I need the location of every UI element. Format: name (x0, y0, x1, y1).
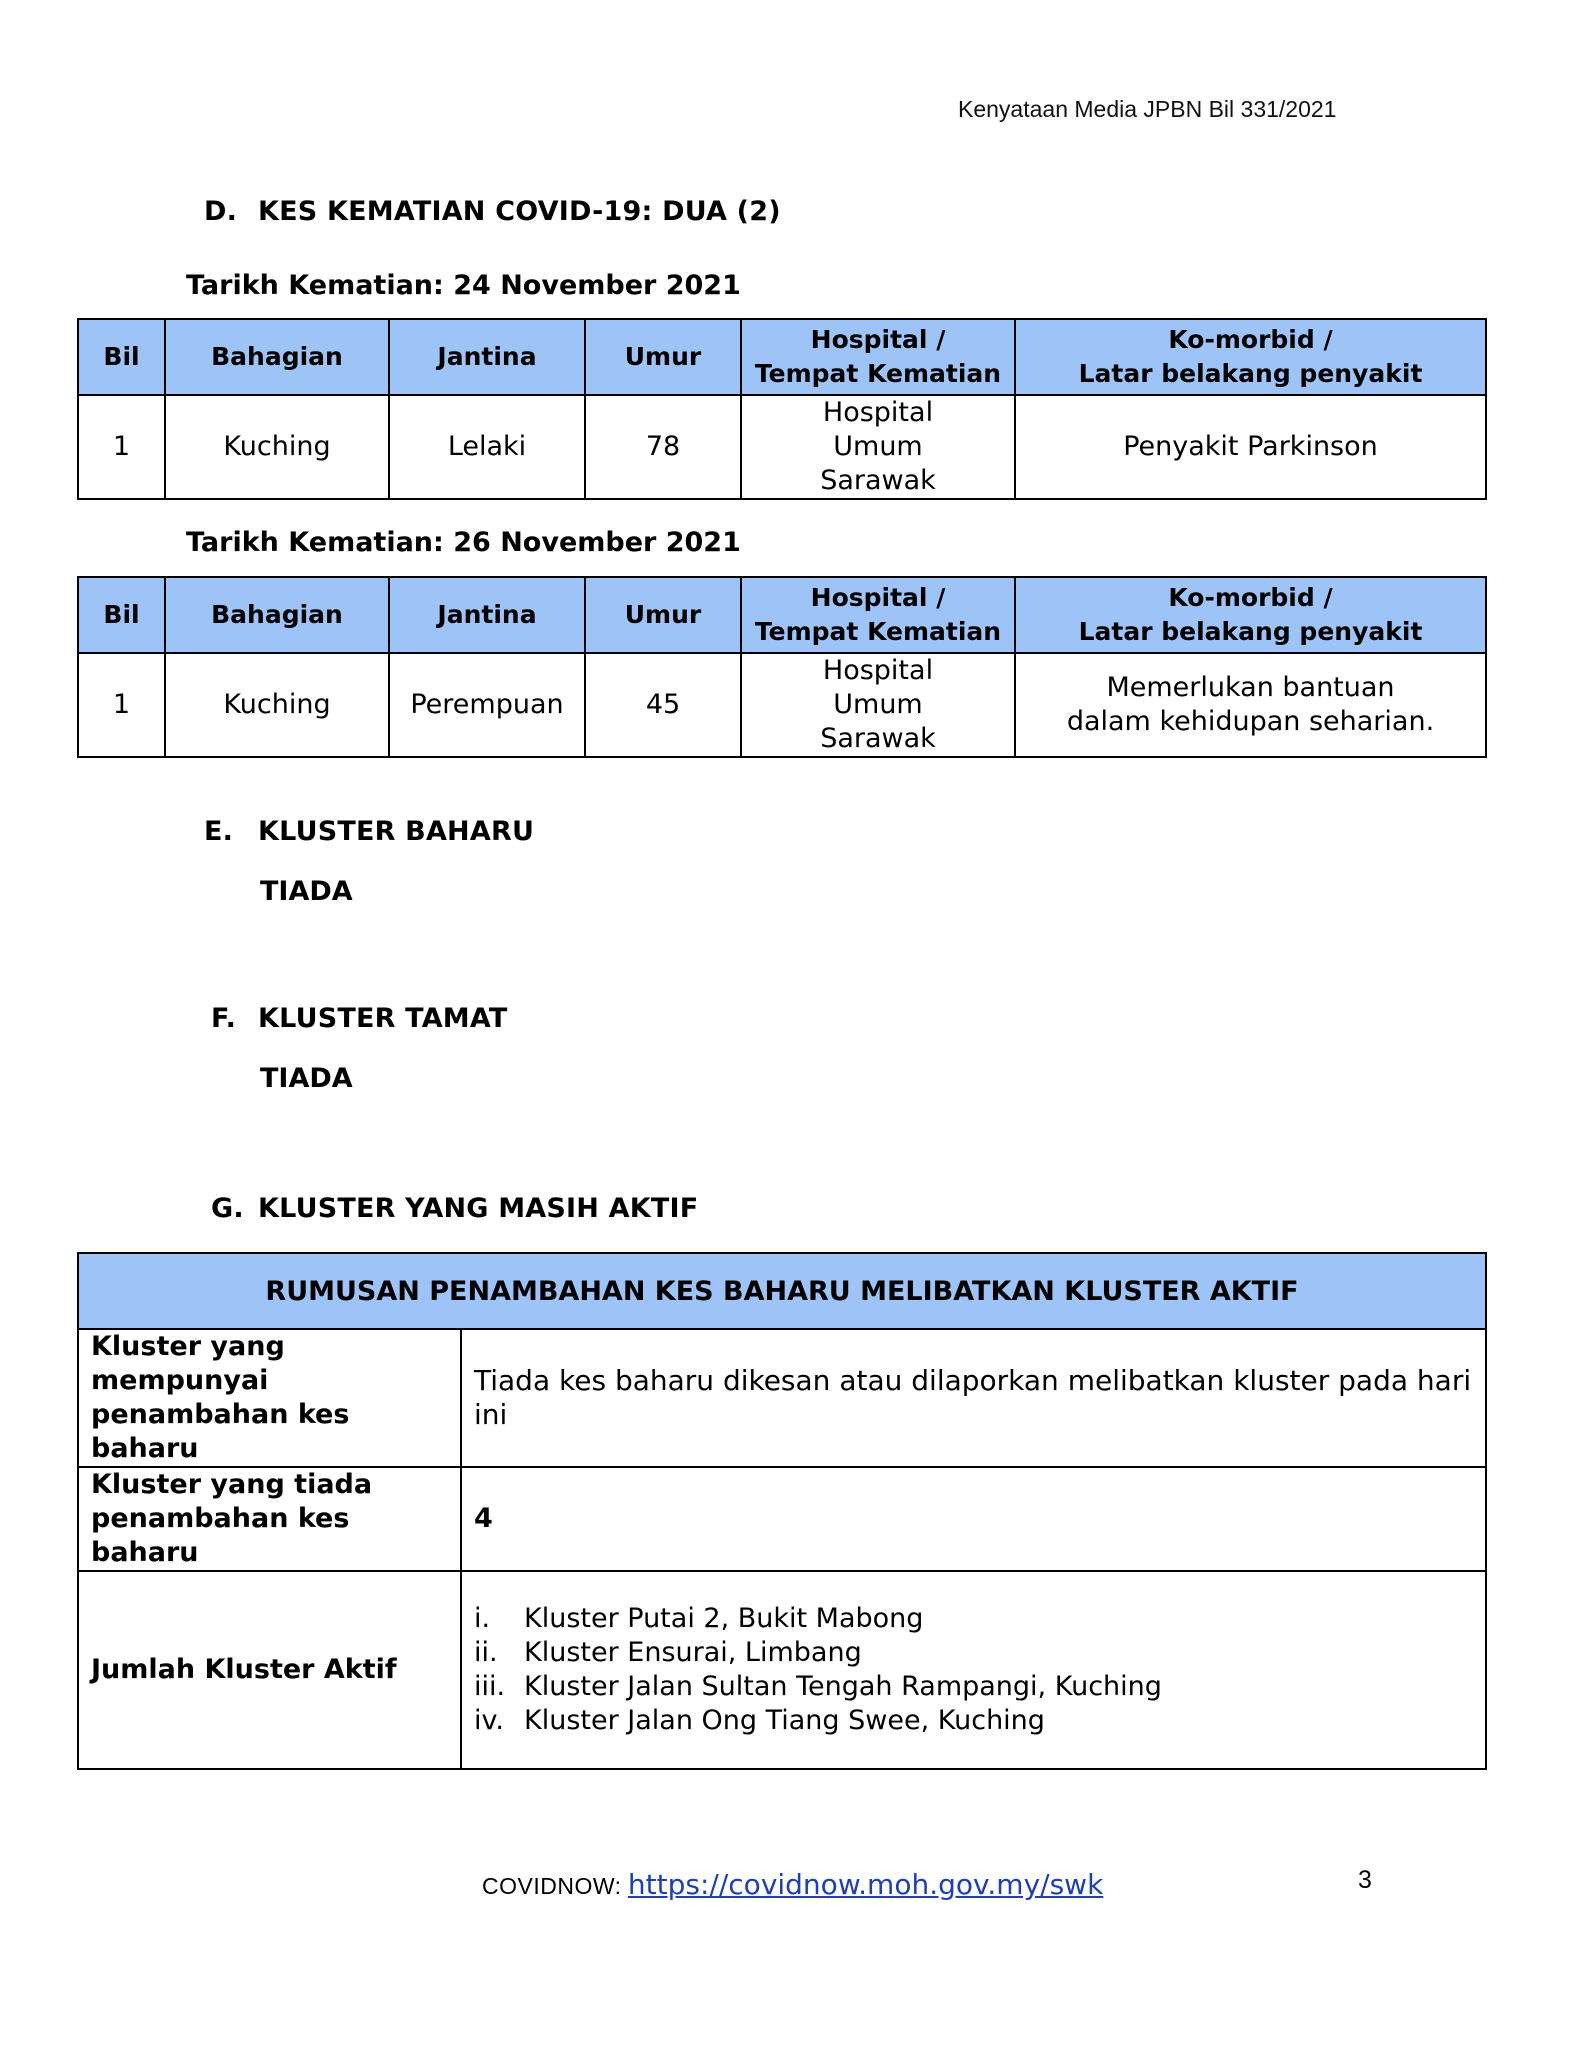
list-item (474, 1636, 1473, 1670)
cell-bil: 1 (78, 653, 165, 757)
summary-value-total-active (461, 1571, 1486, 1769)
cell-jantina: Perempuan (389, 653, 585, 757)
cluster-name: Kluster Putai 2, Bukit Mabong (524, 1603, 924, 1634)
col-komorbid (1015, 319, 1486, 395)
active-cluster-list (474, 1602, 1473, 1738)
death-date-title-2: Tarikh Kematian: 26 November 2021 (186, 527, 741, 558)
col-hospital-line-2: Tempat Kematian (754, 617, 1002, 646)
cell-umur: 45 (585, 653, 741, 757)
summary-value-no-new-cases: 4 (461, 1467, 1486, 1571)
document-reference: Kenyataan Media JPBN Bil 331/2021 (958, 96, 1337, 122)
section-d-heading (204, 196, 781, 227)
col-hospital (741, 577, 1015, 653)
table-row (78, 1571, 1486, 1769)
cell-bahagian: Kuching (165, 395, 389, 499)
cell-jantina: Lelaki (389, 395, 585, 499)
col-komorbid-line-1: Ko-morbid / (1168, 583, 1333, 612)
col-hospital (741, 319, 1015, 395)
footer (482, 1868, 1103, 1901)
table-header-row (78, 319, 1486, 395)
death-table-2 (77, 576, 1487, 758)
section-g-title: KLUSTER YANG MASIH AKTIF (258, 1193, 699, 1224)
col-hospital-line-2: Tempat Kematian (754, 359, 1002, 388)
section-d-title: KES KEMATIAN COVID-19: DUA (2) (258, 196, 781, 227)
footer-label: COVIDNOW: (482, 1873, 622, 1899)
cluster-name: Kluster Jalan Sultan Tengah Rampangi, Kuching (524, 1671, 1162, 1702)
table-row (78, 395, 1486, 499)
list-item (474, 1602, 1473, 1636)
section-d-letter: D. (204, 196, 238, 227)
list-item (474, 1670, 1473, 1704)
col-jantina: Jantina (389, 319, 585, 395)
death-date-title-1: Tarikh Kematian: 24 November 2021 (186, 270, 741, 301)
section-e-letter: E. (204, 816, 234, 847)
col-hospital-line-1: Hospital / (810, 325, 946, 354)
col-umur: Umur (585, 319, 741, 395)
cell-hospital: Hospital Umum Sarawak (741, 395, 1015, 499)
cluster-name: Kluster Jalan Ong Tiang Swee, Kuching (524, 1705, 1045, 1736)
section-f-heading (211, 1003, 508, 1034)
table-header-row (78, 577, 1486, 653)
covidnow-link[interactable]: https://covidnow.moh.gov.my/swk (627, 1868, 1104, 1901)
col-komorbid-line-2: Latar belakang penyakit (1078, 359, 1423, 388)
col-komorbid-line-1: Ko-morbid / (1168, 325, 1333, 354)
summary-value-new-cases: Tiada kes baharu dikesan atau dilaporkan melibatkan kluster pada hari ini (461, 1329, 1486, 1467)
table-row (78, 1329, 1486, 1467)
col-umur: Umur (585, 577, 741, 653)
cell-komorbid: Penyakit Parkinson (1015, 395, 1486, 499)
cell-bahagian: Kuching (165, 653, 389, 757)
section-g-letter: G. (211, 1193, 244, 1224)
list-item (474, 1704, 1473, 1738)
col-komorbid (1015, 577, 1486, 653)
cell-komorbid: Memerlukan bantuan dalam kehidupan seharian. (1015, 653, 1486, 757)
section-f-value: TIADA (260, 1063, 353, 1094)
col-bil: Bil (78, 319, 165, 395)
list-numeral: iv. (474, 1705, 504, 1736)
list-numeral: ii. (474, 1637, 498, 1668)
list-numeral: i. (474, 1603, 491, 1634)
table-row (78, 653, 1486, 757)
summary-label-no-new-cases: Kluster yang tiada penambahan kes baharu (78, 1467, 461, 1571)
section-e-title: KLUSTER BAHARU (258, 816, 535, 847)
cell-umur: 78 (585, 395, 741, 499)
col-komorbid-line-2: Latar belakang penyakit (1078, 617, 1423, 646)
cell-bil: 1 (78, 395, 165, 499)
col-jantina: Jantina (389, 577, 585, 653)
death-table-1 (77, 318, 1487, 500)
col-hospital-line-1: Hospital / (810, 583, 946, 612)
section-f-letter: F. (211, 1003, 237, 1034)
section-e-heading (204, 816, 534, 847)
section-e-value: TIADA (260, 876, 353, 907)
summary-label-new-cases: Kluster yang mempunyai penambahan kes baharu (78, 1329, 461, 1467)
col-bil: Bil (78, 577, 165, 653)
list-numeral: iii. (474, 1671, 506, 1702)
section-f-title: KLUSTER TAMAT (258, 1003, 508, 1034)
active-cluster-summary-table (77, 1252, 1487, 1770)
page-number: 3 (1358, 1866, 1372, 1894)
col-bahagian: Bahagian (165, 319, 389, 395)
summary-label-total-active: Jumlah Kluster Aktif (78, 1571, 461, 1769)
table-row (78, 1467, 1486, 1571)
cluster-name: Kluster Ensurai, Limbang (524, 1637, 862, 1668)
summary-banner: RUMUSAN PENAMBAHAN KES BAHARU MELIBATKAN KLUSTER AKTIF (78, 1253, 1486, 1329)
cell-hospital: Hospital Umum Sarawak (741, 653, 1015, 757)
section-g-heading (211, 1193, 698, 1224)
col-bahagian: Bahagian (165, 577, 389, 653)
